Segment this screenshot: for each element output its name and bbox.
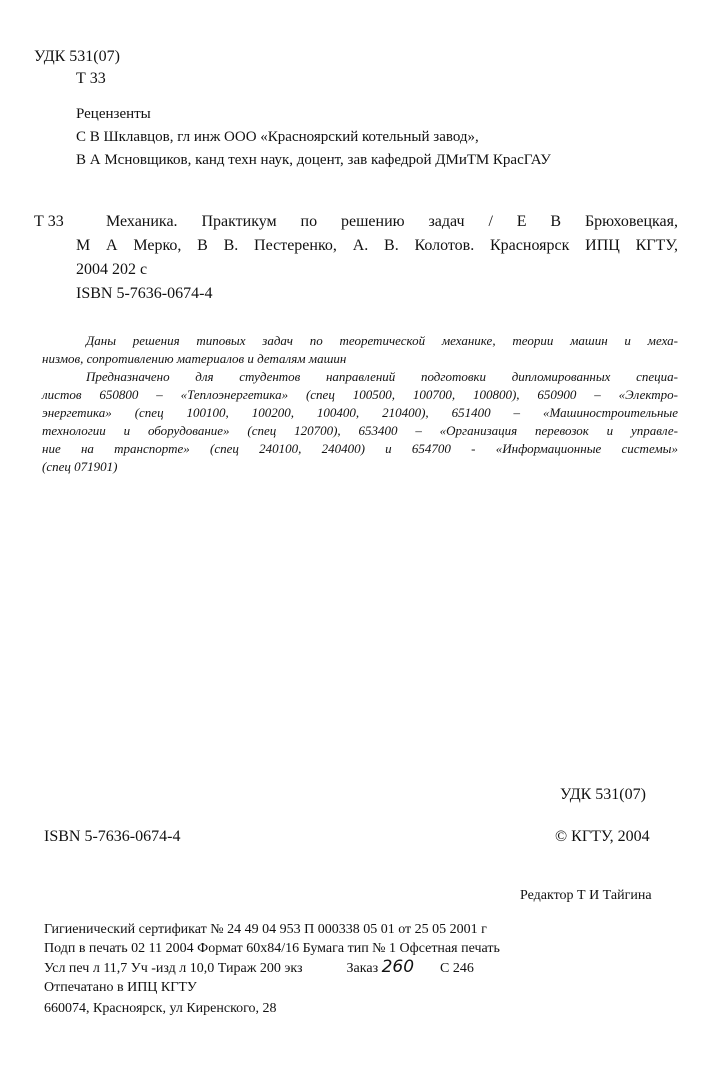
- annotation-line: листов 650800 – «Теплоэнергетика» (спец 100500, 100700, 100800), 650900 – «Электро-: [42, 387, 678, 402]
- order-number: 260: [381, 957, 415, 977]
- footer-udk: УДК 531(07): [560, 786, 646, 803]
- author-mark: Т 33: [76, 70, 106, 87]
- annotation-line: Предназначено для студентов направлений подготовки дипломированных специа-: [86, 369, 678, 384]
- reviewers-block: [76, 104, 551, 170]
- udk-code: УДК 531(07): [34, 48, 120, 65]
- reviewers-title: Рецензенты: [76, 106, 151, 122]
- annotation-line: технологии и оборудование» (спец 120700), 653400 – «Организация перевозок и управле-: [42, 423, 678, 438]
- c-code: С 246: [440, 961, 474, 976]
- annotation-line: ние на транспорте» (спец 240100, 240400) и 654700 - «Информационные системы»: [42, 441, 678, 456]
- annotation: [42, 332, 678, 476]
- editor: Редактор Т И Тайгина: [520, 888, 652, 903]
- udk-header: [34, 46, 120, 67]
- imprint-block: [44, 920, 500, 1018]
- biblio-line-1: Механика. Практикум по решению задач / Е В Брюховецкая,: [106, 213, 678, 230]
- biblio-code: Т 33: [34, 213, 64, 230]
- annotation-line: энергетика» (спец 100100, 100200, 100400, 210400), 651400 – «Машиностроительные: [42, 405, 678, 420]
- imprint-sheets-row: [44, 958, 500, 978]
- imprint-printed: Отпечатано в ИПЦ КГТУ: [44, 980, 197, 995]
- imprint-certificate: Гигиенический сертификат № 24 49 04 953 П 000338 05 01 от 25 05 2001 г: [44, 922, 487, 937]
- copyright: © КГТУ, 2004: [555, 828, 650, 845]
- reviewer-1: С В Шклавцов, гл инж ООО «Красноярский котельный завод»,: [76, 129, 479, 145]
- imprint-sheets: Усл печ л 11,7 Уч -изд л 10,0 Тираж 200 экз: [44, 961, 303, 976]
- annotation-line: низмов, сопротивлению материалов и деталям машин: [42, 351, 347, 366]
- imprint-address: 660074, Красноярск, ул Киренского, 28: [44, 1001, 277, 1016]
- imprint-signed: Подп в печать 02 11 2004 Формат 60х84/16 Бумага тип № 1 Офсетная печать: [44, 941, 500, 956]
- footer-isbn: ISBN 5-7636-0674-4: [44, 828, 181, 845]
- annotation-line: Даны решения типовых задач по теоретической механике, теории машин и меха-: [86, 333, 678, 348]
- biblio-line-3: 2004 202 с: [76, 261, 148, 278]
- biblio-isbn: ISBN 5-7636-0674-4: [76, 285, 213, 302]
- annotation-line: (спец 071901): [42, 459, 118, 474]
- order-label: Заказ: [346, 961, 379, 976]
- reviewer-2: В А Мсновщиков, канд техн наук, доцент, зав кафедрой ДМиТМ КрасГАУ: [76, 152, 551, 168]
- biblio-line-2: М А Мерко, В В. Пестеренко, А. В. Колотов. Красноярск ИПЦ КГТУ,: [76, 237, 678, 254]
